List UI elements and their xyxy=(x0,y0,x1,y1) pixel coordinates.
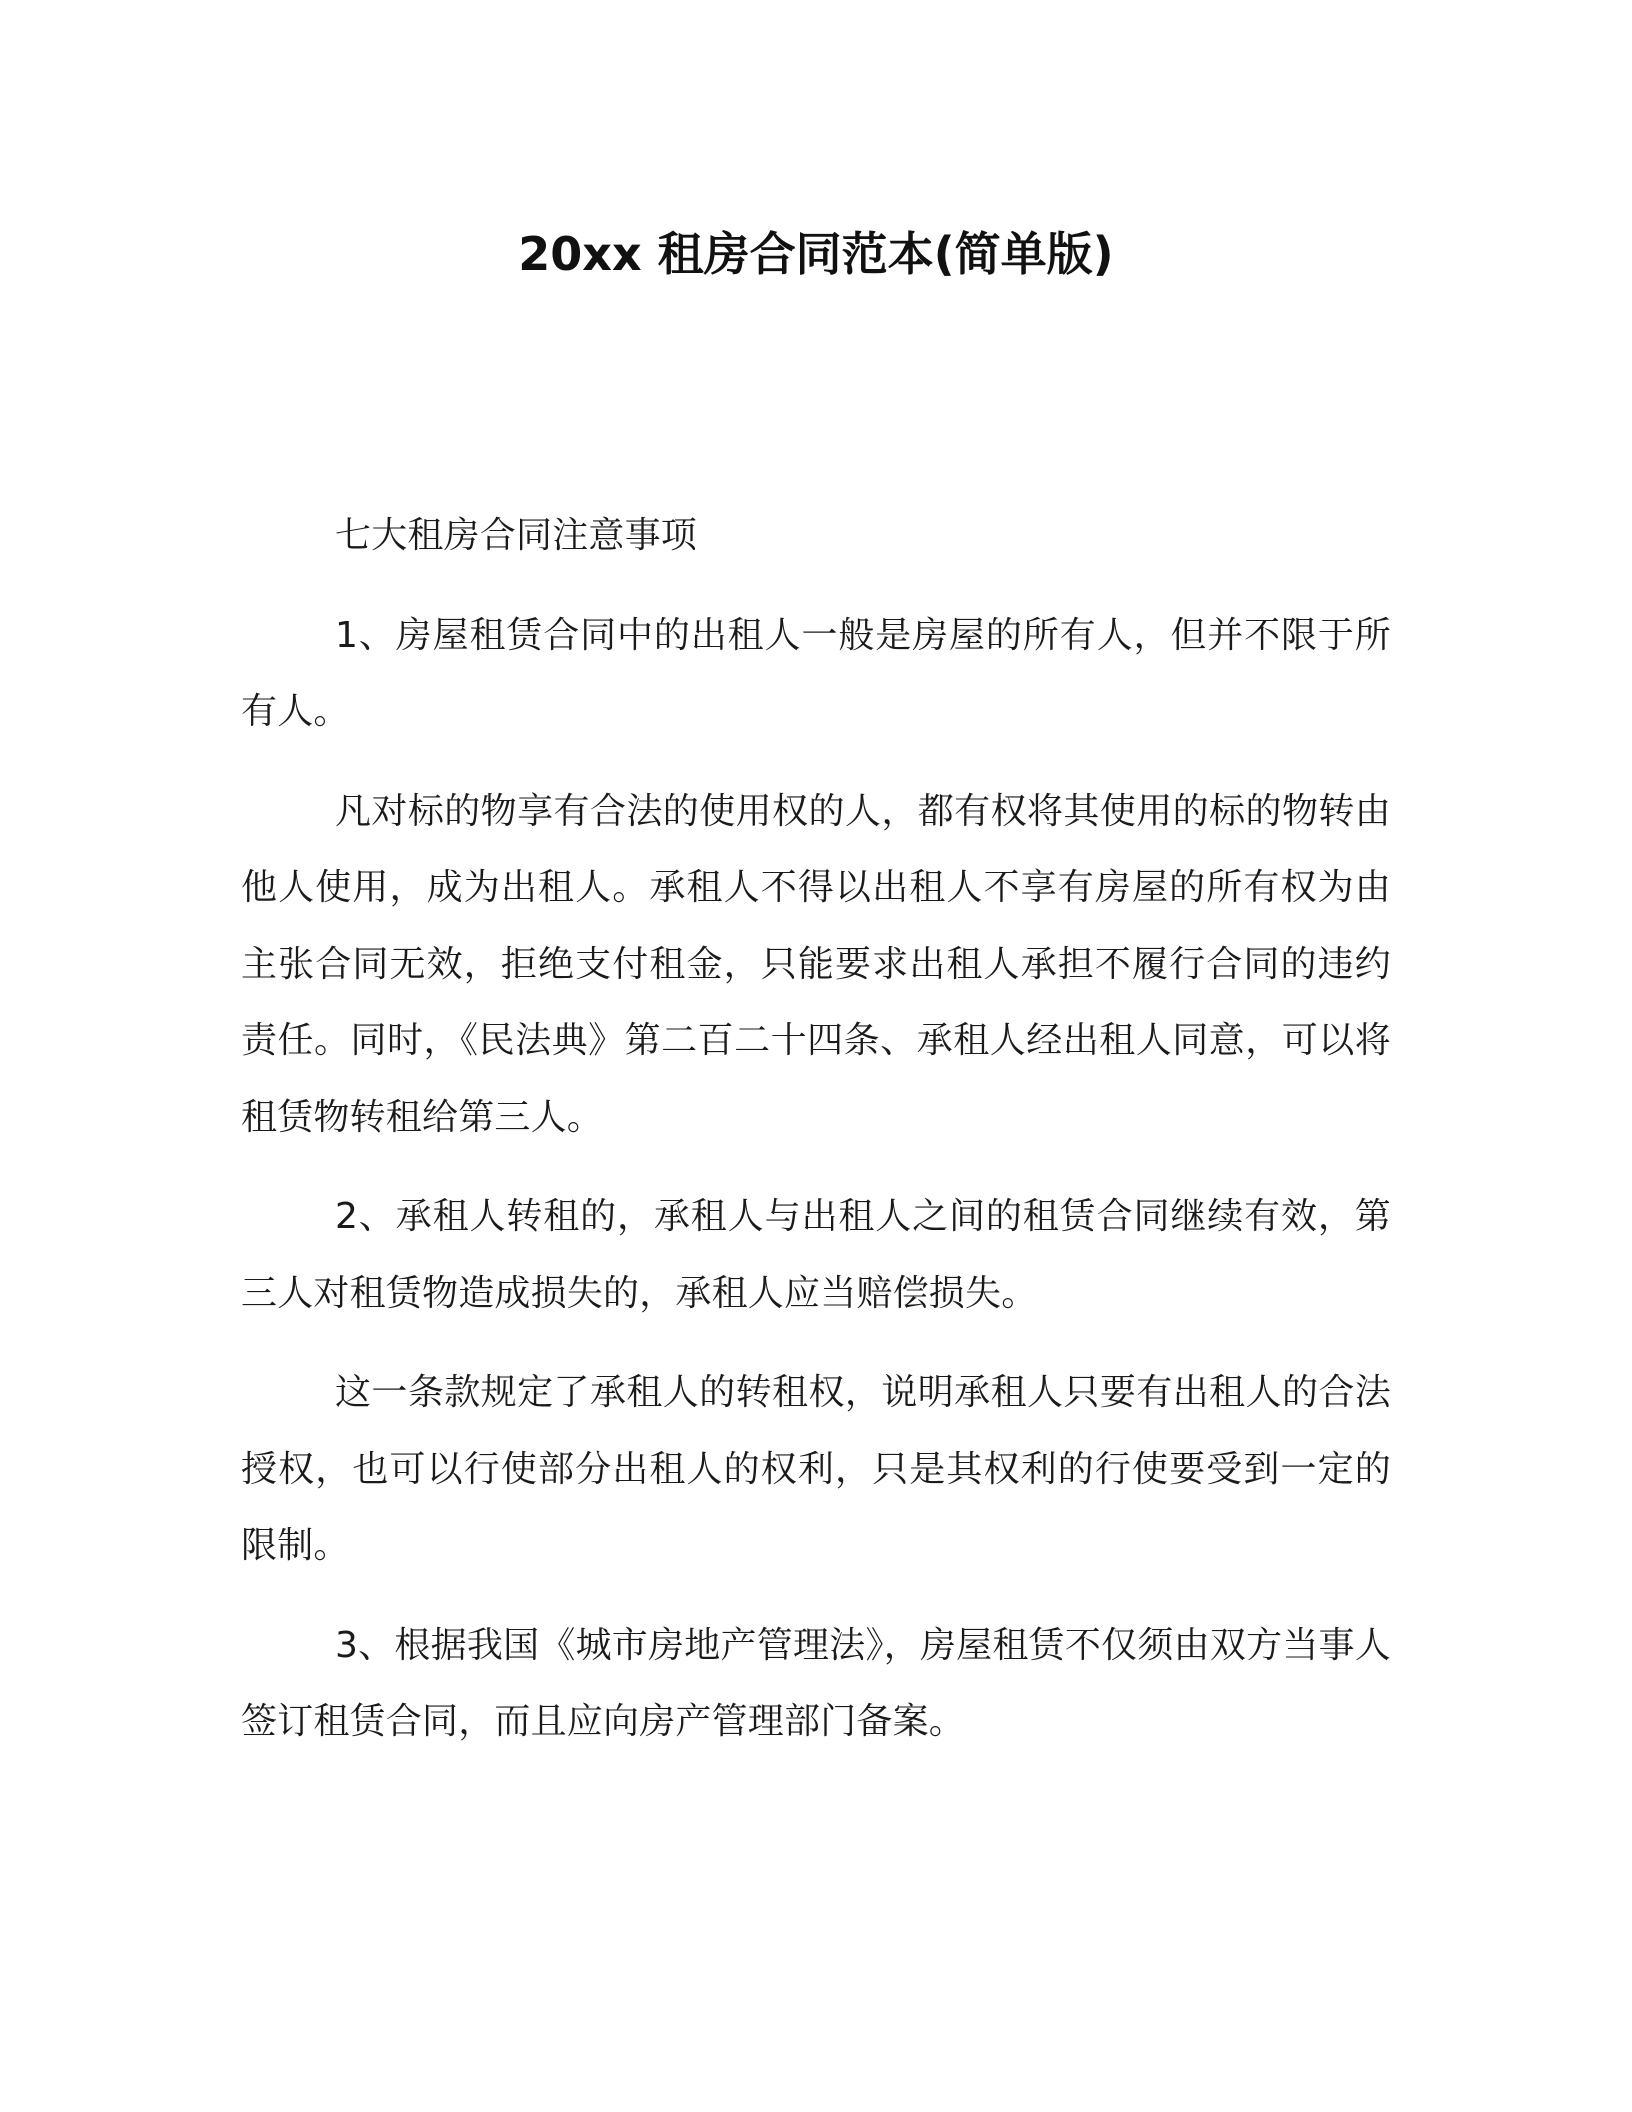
paragraph-explanation-1: 凡对标的物享有合法的使用权的人，都有权将其使用的标的物转由他人使用，成为出租人。承租人不得以出租人不享有房屋的所有权为由主张合同无效，拒绝支付租金，只能要求出租人承担不履行合同的违约责任。同时，《民法典》第二百二十四条、承租人经出租人同意，可以将租赁物转租给第三人。 xyxy=(241,790,1391,1138)
paragraph-item-2: 2、承租人转租的，承租人与出租人之间的租赁合同继续有效，第三人对租赁物造成损失的，承租人应当赔偿损失。 xyxy=(241,1196,1391,1314)
paragraph-explanation-2: 这一条款规定了承租人的转租权，说明承租人只要有出租人的合法授权，也可以行使部分出租人的权利，只是其权利的行使要受到一定的限制。 xyxy=(241,1372,1391,1566)
paragraph-item-1: 1、房屋租赁合同中的出租人一般是房屋的所有人，但并不限于所有人。 xyxy=(241,614,1391,732)
document-body xyxy=(241,498,1391,1784)
paragraph-item-3: 3、根据我国《城市房地产管理法》，房屋租赁不仅须由双方当事人签订租赁合同，而且应向房产管理部门备案。 xyxy=(241,1624,1391,1742)
section-heading: 七大租房合同注意事项 xyxy=(335,515,698,556)
document-title: 20xx 租房合同范本(简单版) xyxy=(518,227,1114,281)
